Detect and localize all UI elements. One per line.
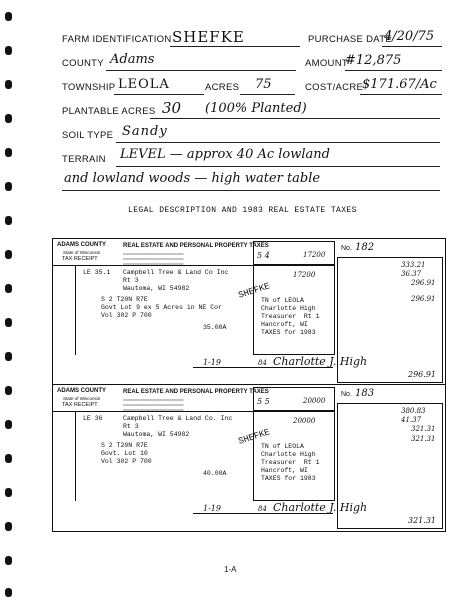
receipt-heading: REAL ESTATE AND PERSONAL PROPERTY TAXES — [123, 389, 269, 395]
binder-hole — [5, 386, 12, 395]
tax-amount-b: 41.37 — [401, 416, 422, 424]
binder-hole — [5, 12, 12, 21]
divider — [75, 265, 76, 355]
owner-address: Campbell Tree & Land Co Inc Rt 3 Wautoma, WI 54982 — [123, 269, 229, 292]
legal-description: S 2 T20N R7E Govt Lot 9 ex 5 Acres in NE Cor Vol 302 P 700 — [101, 296, 222, 319]
receipt-label: TAX RECEIPT — [62, 256, 98, 262]
installment-amount-2: 296.91 — [411, 295, 436, 303]
tax-receipt — [52, 238, 446, 386]
purchase-date-label: PURCHASE DATE — [308, 34, 392, 45]
township-value: LEOLA — [118, 77, 170, 92]
terrain-rule-2 — [62, 190, 440, 191]
land-value: 17200 — [303, 251, 326, 259]
plantable-value: 30 — [162, 99, 182, 117]
number-label: No. — [341, 391, 352, 398]
township-label: TOWNSHIP — [62, 82, 116, 93]
acres-value: 75 — [255, 77, 272, 92]
receipt-fineprint: ═══════════════════ ═══════════════════ ═══════════════════ — [123, 397, 184, 412]
receipt-county: ADAMS COUNTY — [57, 388, 106, 394]
amount-label: AMOUNT — [305, 58, 348, 69]
school-code: 5 5 — [257, 397, 270, 406]
installment-amount: 321.31 — [411, 425, 436, 433]
shefke-stamp: SHEFKE — [237, 427, 272, 447]
parcel-code: LE 36 — [83, 415, 103, 422]
acreage: 35.00A — [203, 324, 227, 331]
soil-value: Sandy — [122, 124, 168, 139]
divider — [53, 411, 253, 412]
acreage: 40.00A — [203, 470, 227, 477]
receipt-state: State of Wisconsin — [63, 250, 101, 255]
county-line — [106, 70, 296, 71]
terrain-rule-1 — [116, 166, 440, 167]
page-number: 1-A — [224, 565, 237, 574]
installment-amount-2: 321.31 — [411, 435, 436, 443]
terrain-line1: LEVEL — approx 40 Ac lowland — [120, 147, 330, 162]
binder-hole — [5, 114, 12, 123]
binder-holes — [3, 0, 17, 600]
binder-hole — [5, 216, 12, 225]
owner-address: Campbell Tree & Land Co. Inc Rt 3 Wautoma, WI 54982 — [123, 415, 233, 438]
acres-line — [240, 94, 295, 95]
purchase-date-line — [382, 46, 442, 47]
binder-hole — [5, 182, 12, 191]
divider — [75, 411, 76, 501]
treasurer-info: TN of LEOLA Charlotte High Treasurer Rt 1 Hancroft, WI TAXES for 1983 — [261, 297, 320, 336]
terrain-label: TERRAIN — [62, 154, 106, 165]
date-paid: 1-19 — [203, 358, 221, 367]
county-value: Adams — [110, 52, 155, 67]
binder-hole — [5, 522, 12, 531]
binder-hole — [5, 420, 12, 429]
receipt-county: ADAMS COUNTY — [57, 242, 106, 248]
amount-value: #12,875 — [345, 53, 402, 68]
parcel-code: LE 35.1 — [83, 269, 111, 276]
receipt-state: State of Wisconsin — [63, 396, 101, 401]
total-paid: 321.31 — [408, 516, 436, 525]
plantable-note: (100% Planted) — [205, 101, 307, 116]
school-code: 5 4 — [257, 251, 270, 260]
cost-line — [360, 94, 442, 95]
binder-hole — [5, 46, 12, 55]
purchase-date-value: 4/20/75 — [384, 29, 435, 44]
tax-amount-b: 36.37 — [401, 270, 422, 278]
binder-hole — [5, 318, 12, 327]
plantable-line — [150, 118, 440, 119]
divider — [53, 265, 253, 266]
soil-label: SOIL TYPE — [62, 130, 114, 141]
receipt-number: 183 — [355, 388, 375, 399]
binder-hole — [5, 250, 12, 259]
binder-hole — [5, 80, 12, 89]
cost-value: $171.67/Ac — [362, 77, 437, 92]
treasurer-signature: Charlotte J. High — [273, 355, 368, 368]
total-assessed: 17200 — [293, 271, 316, 279]
date-paid: 1-19 — [203, 504, 221, 513]
cost-label: COST/ACRE — [305, 82, 364, 93]
treasurer-info: TN of LEOLA Charlotte High Treasurer Rt 1 Hancroft, WI TAXES for 1983 — [261, 443, 320, 482]
installment-amount: 296.91 — [411, 279, 436, 287]
binder-hole — [5, 588, 12, 597]
binder-hole — [5, 454, 12, 463]
receipt-fineprint: ═══════════════════ ═══════════════════ ═══════════════════ — [123, 251, 184, 266]
total-assessed: 20000 — [293, 417, 316, 425]
tax-receipt — [52, 384, 446, 532]
receipt-number: 182 — [355, 242, 375, 253]
binder-hole — [5, 556, 12, 565]
year-paid: 84 — [258, 505, 267, 513]
binder-hole — [5, 352, 12, 361]
treasurer-signature: Charlotte J. High — [273, 501, 368, 514]
tax-amount-a: 333.21 — [401, 261, 426, 269]
tax-amount-a: 380.83 — [401, 407, 426, 415]
soil-line — [116, 142, 440, 143]
year-paid: 84 — [258, 359, 267, 367]
shefke-stamp: SHEFKE — [237, 281, 272, 301]
amount-line — [345, 70, 442, 71]
plantable-label: PLANTABLE ACRES — [62, 106, 156, 117]
legal-description: S 2 T20N R7E Govt. Lot 10 Vol 302 P 700 — [101, 442, 152, 465]
land-value: 20000 — [303, 397, 326, 405]
acres-label: ACRES — [205, 82, 240, 93]
binder-hole — [5, 284, 12, 293]
township-line — [114, 94, 204, 95]
farm-id-value: SHEFKE — [172, 28, 245, 46]
binder-hole — [5, 148, 12, 157]
receipt-label: TAX RECEIPT — [62, 402, 98, 408]
section-title: LEGAL DESCRIPTION AND 1983 REAL ESTATE TAXES — [128, 206, 357, 215]
county-label: COUNTY — [62, 58, 104, 69]
farm-id-line — [170, 46, 300, 47]
number-label: No. — [341, 245, 352, 252]
binder-hole — [5, 488, 12, 497]
farm-id-label: FARM IDENTIFICATION — [62, 34, 172, 45]
total-paid: 296.91 — [408, 370, 436, 379]
terrain-line2: and lowland woods — high water table — [64, 171, 321, 186]
receipt-heading: REAL ESTATE AND PERSONAL PROPERTY TAXES — [123, 243, 269, 249]
